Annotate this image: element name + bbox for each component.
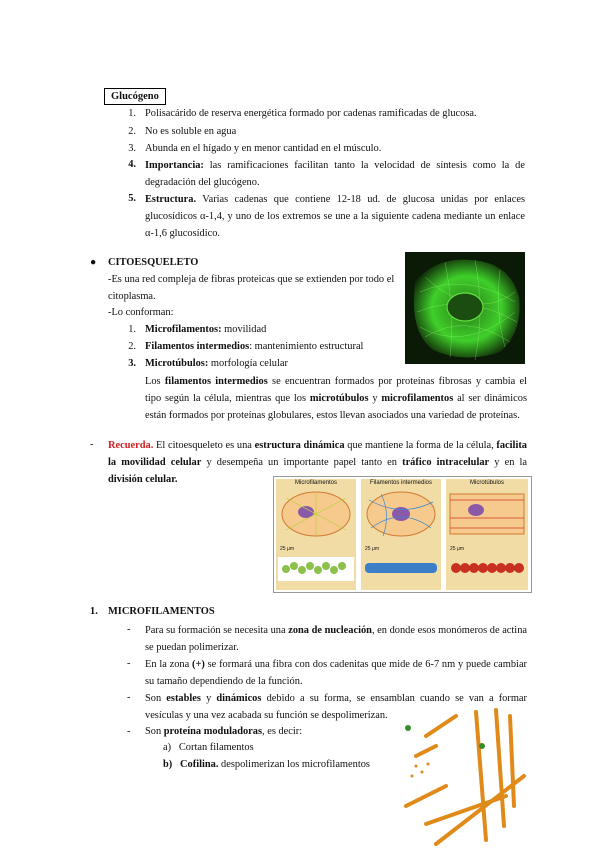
- section-number: 1.: [90, 606, 98, 617]
- panel-microfilaments: Microfilamentos 25 μm: [276, 479, 356, 590]
- list-item: Son estables y dinámicos debido a su forma, se ensamblan cuando se van a formar vesículas y una vez acabada su función se despolimerizan.: [145, 693, 527, 721]
- cytoskeleton-figure: [273, 476, 532, 593]
- glucogeno-title: Glucógeno: [104, 88, 166, 105]
- sub-item: b) Cofilina. despolimerizan los microfilamentos: [163, 759, 370, 770]
- paragraph: -Es una red compleja de fibras proteicas que se extienden por todo el citoplasma.: [108, 274, 395, 302]
- paragraph: Los filamentos intermedios se encuentran formados por proteínas fibrosas y cambia el tipo según la célula, mientras que los microtúbulos y microfilamentos al ser dinámicos están formados por proteínas globulares, estos llevan asociados una variedad de proteínas.: [145, 376, 528, 421]
- bullet: ●: [90, 257, 97, 268]
- recuerda-paragraph: Recuerda. El citoesqueleto es una estructura dinámica que mantiene la forma de la célula, facilita la movilidad celular y desempeña un importante papel tanto en tráfico intracelular y en la división celular.: [108, 440, 528, 485]
- list-item: Para su formación se necesita una zona de nucleación, en donde esos monómeros de actina se puedan polimerizar.: [145, 625, 527, 653]
- dash: -: [90, 439, 94, 450]
- list-item: Son proteína moduladoras, es decir:: [145, 726, 303, 737]
- cytoskeleton-micrograph: [405, 252, 525, 364]
- panel-intermediate-filaments: Filamentos intermedios 25 μm: [361, 479, 441, 590]
- list-item: En la zona (+) se formará una fibra con dos cadenitas que mide de 6-7 nm y puede cambiar su tamaño dependiendo de la función.: [145, 659, 528, 687]
- paragraph: -Lo conforman:: [108, 307, 174, 318]
- actin-regulation-diagram: [386, 706, 530, 846]
- section-title: MICROFILAMENTOS: [108, 606, 215, 617]
- panel-microtubules: Microtúbulos 25 μm: [446, 479, 528, 590]
- section-title: CITOESQUELETO: [108, 257, 199, 268]
- sub-item: a) Cortan filamentos: [163, 742, 254, 753]
